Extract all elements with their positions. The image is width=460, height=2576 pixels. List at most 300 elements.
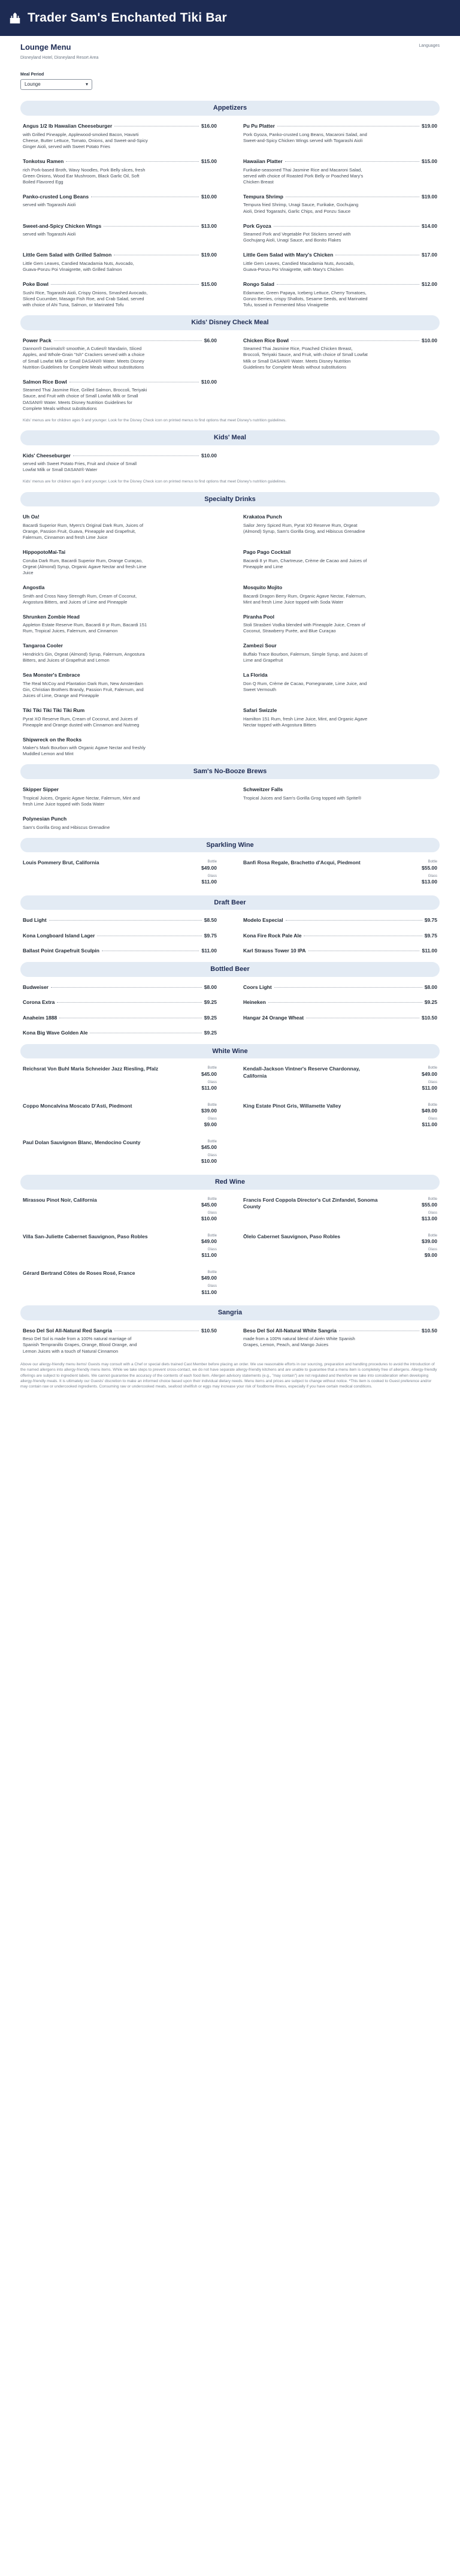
menu-item-price: $10.50 xyxy=(201,1327,217,1334)
dotted-leader xyxy=(268,1002,422,1003)
price-label: Bottle xyxy=(207,1233,217,1238)
menu-item-name: Panko-crusted Long Beans xyxy=(23,193,89,200)
menu-item-description: served with Togarashi Aioli xyxy=(23,202,76,208)
price-value: $11.00 xyxy=(201,1252,217,1259)
price-label: Glass xyxy=(428,874,437,879)
wine-name: Paul Dolan Sauvignon Blanc, Mendocino County xyxy=(23,1139,141,1145)
wine-item xyxy=(243,1233,437,1262)
menu-item xyxy=(23,933,217,939)
menu-item-name: Tempura Shrimp xyxy=(243,193,283,200)
menu-item-name: Hawaiian Platter xyxy=(243,158,283,165)
menu-item xyxy=(23,223,217,244)
menu-item-name: Polynesian Punch xyxy=(23,816,67,822)
wine-item xyxy=(23,1103,217,1131)
menu-item-row xyxy=(23,252,217,258)
wine-row xyxy=(243,1066,437,1094)
menu-item-description: Hamilton 151 Rum, fresh Lime Juice, Mint, and Organic Agave Nectar topped with Angostura Bitters xyxy=(243,716,368,728)
section-title: Kids' Disney Check Meal xyxy=(20,315,440,330)
menu-item-row xyxy=(23,123,217,129)
menu-item xyxy=(243,707,437,728)
menu-item xyxy=(23,737,217,758)
menu-item-row xyxy=(23,1030,217,1036)
wine-name: Francis Ford Coppola Director's Cut Zinfandel, Sonoma County xyxy=(243,1196,378,1210)
price-value: $39.00 xyxy=(201,1107,217,1114)
price-label: Bottle xyxy=(207,1066,217,1070)
menu-item-price: $9.25 xyxy=(204,1030,217,1036)
menu-item-price: $9.25 xyxy=(204,1014,217,1021)
price-value: $10.00 xyxy=(201,1158,217,1165)
menu-item-name: Heineken xyxy=(243,999,266,1006)
menu-item-description: Little Gem Leaves, Candied Macadamia Nuts, Avocado, Guava-Ponzu Poi Vinaigrette, with Mary's Chicken xyxy=(243,260,355,272)
price-value: $13.00 xyxy=(422,1215,437,1222)
menu-item-description: Tempura fried Shrimp, Unagi Sauce, Furikake, Gochujang Aioli, Dried Togarashi, Garlic Chips, and Ponzu Sauce xyxy=(243,202,359,214)
menu-item-row xyxy=(243,948,437,954)
dotted-leader xyxy=(274,987,422,988)
wine-name: Reichsrat Von Buhl Maria Schneider Jazz Riesling, Pfalz xyxy=(23,1066,159,1072)
menu-item-name: Rongo Salad xyxy=(243,281,274,288)
price-value: $9.00 xyxy=(204,1121,217,1128)
menu-item xyxy=(243,337,437,370)
meal-period-dropdown[interactable] xyxy=(20,79,92,90)
price-label: Bottle xyxy=(207,1197,217,1201)
wine-name: Banfi Rosa Regale, Brachetto d'Acqui, Piedmont xyxy=(243,859,361,866)
wine-item xyxy=(23,1233,217,1262)
dotted-leader xyxy=(51,987,202,988)
menu-item-price: $8.50 xyxy=(204,917,217,924)
wine-name: Louis Pommery Brut, California xyxy=(23,859,99,866)
menu-item xyxy=(23,643,217,663)
menu-item xyxy=(23,614,217,635)
dotted-leader xyxy=(274,226,419,227)
menu-item-description: Sailor Jerry Spiced Rum, Pyrat XO Reserve Rum, Orgeat (Almond) Syrup, Sam's Gorilla Grog, and Hibiscus Grenadine xyxy=(243,522,365,534)
menu-item-row xyxy=(243,1328,437,1334)
menu-item-price: $8.00 xyxy=(204,984,217,990)
price-value: $49.00 xyxy=(201,1238,217,1244)
section-title: White Wine xyxy=(20,1044,440,1059)
menu-item-name: Beso Del Sol All-Natural Red Sangria xyxy=(23,1327,112,1334)
menu-item-description: Bacardi 8 yr Rum, Chartreuse, Crème de Cacao and Juices of Pineapple and Lime xyxy=(243,557,367,569)
price-value: $45.00 xyxy=(201,1144,217,1150)
menu-item xyxy=(23,158,217,185)
wine-row xyxy=(243,859,437,888)
menu-item-price: $14.00 xyxy=(422,222,437,229)
menu-item-row xyxy=(23,786,217,793)
wine-prices xyxy=(192,1139,217,1168)
section-sparkling-wine xyxy=(20,838,440,888)
menu-item-name: Corona Extra xyxy=(23,999,55,1006)
menu-item-description: rich Pork-based Broth, Wavy Noodles, Pork Belly slices, fresh Green Onions, Wood Ear Mushroom, Black Garlic Oil, Soft Boiled Flavored Egg xyxy=(23,167,146,185)
menu-item-price: $15.00 xyxy=(201,158,217,165)
price-label: Bottle xyxy=(207,1103,217,1107)
menu-item-row xyxy=(23,933,217,939)
menu-item-description: served with Togarashi Aioli xyxy=(23,231,76,237)
wine-prices xyxy=(412,1066,437,1094)
menu-item xyxy=(23,1030,217,1036)
menu-item-row xyxy=(23,584,217,591)
menu-item xyxy=(23,816,217,831)
menu-item-description: Buffalo Trace Bourbon, Falernum, Simple Syrup, and Juices of Lime and Grapefruit xyxy=(243,651,368,663)
menu-item xyxy=(23,514,217,541)
menu-item xyxy=(243,933,437,939)
price-value: $13.00 xyxy=(422,879,437,885)
section-title: Sam's No-Booze Brews xyxy=(20,764,440,779)
price-label: Bottle xyxy=(428,1066,437,1070)
price-label: Glass xyxy=(207,1284,217,1289)
menu-item-name: Safari Swizzle xyxy=(243,707,277,714)
price-label: Glass xyxy=(428,1211,437,1215)
menu-item xyxy=(243,252,437,273)
menu-item-description: Bacardi Dragon Berry Rum, Organic Agave Nectar, Falernum, Mint and fresh Lime Juice topped with Soda Water xyxy=(243,593,367,605)
menu-item xyxy=(23,786,217,807)
price-label: Bottle xyxy=(428,1103,437,1107)
menu-item xyxy=(23,252,217,273)
menu-item xyxy=(243,1015,437,1021)
menu-item-description: Steamed Thai Jasmine Rice, Grilled Salmon, Broccoli, Teriyaki Sauce, and Fruit with choice of Small Lowfat Milk or Small DASANI® Water. Meets Disney Nutrition Guidelines for Complete Meals without substitutions xyxy=(23,387,147,411)
section-appetizers xyxy=(20,101,440,308)
wine-prices xyxy=(192,1197,217,1225)
section-title: Red Wine xyxy=(20,1175,440,1190)
menu-item-row xyxy=(23,643,217,649)
menu-item-row xyxy=(23,707,217,714)
price-value: $9.00 xyxy=(424,1252,437,1259)
menu-item-description: Don Q Rum, Crème de Cacao, Pomegranate, Lime Juice, and Sweet Vermouth xyxy=(243,680,367,692)
price-label: Bottle xyxy=(428,1233,437,1238)
menu-item-name: Poke Bowl xyxy=(23,281,49,288)
dotted-leader xyxy=(49,920,202,921)
menu-item-description: Little Gem Leaves, Candied Macadamia Nuts, Avocado, Guava-Ponzu Poi Vinaigrette, with Grilled Salmon xyxy=(23,260,134,272)
menu-item-price: $10.50 xyxy=(422,1327,437,1334)
menu-item-price: $15.00 xyxy=(422,158,437,165)
menu-item-name: Zambezi Sour xyxy=(243,643,277,649)
menu-item-name: Tangaroa Cooler xyxy=(23,643,63,649)
menu-item-row xyxy=(23,672,217,678)
menu-item-price: $12.00 xyxy=(422,281,437,288)
wine-row xyxy=(243,1103,437,1131)
price-label: Bottle xyxy=(207,1139,217,1144)
menu-item-row xyxy=(23,614,217,620)
menu-item-description: Sushi Rice, Togarashi Aioli, Crispy Onions, Smashed Avocado, Sliced Cucumber, Masago Fish Roe, and Crab Salad, served with choice of Ahi Tuna, Salmon, or Marinated Tofu xyxy=(23,289,148,307)
menu-item-name: Sea Monster's Embrace xyxy=(23,672,80,678)
dotted-leader xyxy=(51,284,199,285)
menu-item-price: $8.00 xyxy=(424,984,437,990)
menu-item-name: Kona Big Wave Golden Ale xyxy=(23,1030,88,1036)
menu-item-price: $6.00 xyxy=(204,337,217,343)
wine-row xyxy=(23,1066,217,1094)
menu-item-description: made from a 100% natural blend of Airén White Spanish Grapes, Lemon, Peach, and Mango Juices xyxy=(243,1336,355,1348)
wine-row xyxy=(23,1270,217,1298)
section-no-booze-brews xyxy=(20,764,440,830)
menu-item-name: Uh Oa! xyxy=(23,514,40,520)
menu-item-row xyxy=(243,999,437,1006)
price-label: Glass xyxy=(207,1211,217,1215)
wine-name: Gérard Bertrand Côtes de Roses Rosé, France xyxy=(23,1269,135,1276)
wine-row xyxy=(23,1233,217,1262)
price-label: Glass xyxy=(207,1117,217,1121)
menu-item-row xyxy=(243,252,437,258)
menu-item-description: Bacardi Superior Rum, Myers's Original Dark Rum, Juices of Orange, Passion Fruit, Guava, Pineapple and Grapefruit, Falernum, Cinnamon and fresh Lime Juice xyxy=(23,522,144,541)
dotted-leader xyxy=(66,161,199,162)
menu-item-row xyxy=(243,933,437,939)
menu-item-row xyxy=(23,549,217,556)
dotted-leader xyxy=(286,920,422,921)
menu-item-name: Budweiser xyxy=(23,984,49,990)
section-title: Kids' Meal xyxy=(20,430,440,445)
menu-item xyxy=(243,194,437,215)
price-value: $11.00 xyxy=(201,1289,217,1295)
menu-item-name: Kids' Cheeseburger xyxy=(23,452,71,459)
menu-item xyxy=(243,514,437,541)
location-link[interactable]: Disneyland Hotel, Disneyland Resort Area xyxy=(20,55,99,60)
menu-item xyxy=(243,614,437,635)
menu-item xyxy=(23,1328,217,1355)
section-title: Sparkling Wine xyxy=(20,838,440,853)
section-bottled-beer xyxy=(20,962,440,1037)
menu-item xyxy=(243,917,437,924)
price-value: $49.00 xyxy=(201,1274,217,1281)
menu-item-description: Pork Gyoza, Panko-crusted Long Beans, Macaroni Salad, and Sweet-and-Spicy Chicken Wings served with Togarashi Aioli xyxy=(243,131,367,143)
section-sangria xyxy=(20,1305,440,1355)
menu-item-row xyxy=(23,158,217,165)
meal-period-label: Meal Period xyxy=(20,73,44,77)
wine-name: Mirassou Pinot Noir, California xyxy=(23,1196,97,1203)
menu-item-name: Ballast Point Grapefruit Sculpin xyxy=(23,948,99,954)
menu-item-name: Shipwreck on the Rocks xyxy=(23,736,82,743)
menu-item-row xyxy=(243,549,437,556)
menu-item-price: $9.25 xyxy=(204,999,217,1006)
wine-item xyxy=(23,859,217,888)
section-kids-meal xyxy=(20,430,440,485)
menu-item-price: $10.50 xyxy=(422,1014,437,1021)
wine-row xyxy=(23,1197,217,1225)
menu-item-name: Krakatoa Punch xyxy=(243,514,282,520)
wine-prices xyxy=(192,1103,217,1131)
wine-prices xyxy=(412,1197,437,1225)
menu-item-row xyxy=(23,948,217,954)
section-title: Sangria xyxy=(20,1305,440,1320)
price-value: $11.00 xyxy=(201,879,217,885)
price-value: $55.00 xyxy=(422,1201,437,1208)
menu-item-row xyxy=(23,223,217,230)
price-label: Bottle xyxy=(207,1270,217,1274)
menu-item-name: Tiki Tiki Tiki Tiki Tiki Rum xyxy=(23,707,85,714)
price-value: $49.00 xyxy=(201,864,217,871)
wine-row xyxy=(23,859,217,888)
menu-item-description: Smith and Cross Navy Strength Rum, Cream of Coconut, Angostura Bitters, and Juices of Lime and Pineapple xyxy=(23,593,137,605)
languages-link[interactable]: Languages xyxy=(419,44,440,48)
wine-prices xyxy=(192,1233,217,1262)
menu-item-price: $15.00 xyxy=(201,281,217,288)
meal-period-value: Lounge xyxy=(25,82,41,88)
menu-item-row xyxy=(23,514,217,520)
price-value: $55.00 xyxy=(422,864,437,871)
menu-item xyxy=(243,1328,437,1355)
menu-item-name: Kona Fire Rock Pale Ale xyxy=(243,932,302,939)
menu-item-row xyxy=(243,337,437,344)
menu-item-name: Pork Gyoza xyxy=(243,222,271,229)
menu-item-row xyxy=(23,337,217,344)
restaurant-title: Trader Sam's Enchanted Tiki Bar xyxy=(28,10,227,25)
menu-item-description: Coruba Dark Rum, Bacardi Superior Rum, Orange Curaçao, Orgeat (Almond) Syrup, Organic Agave Nectar and fresh Lime Juice xyxy=(23,557,147,575)
price-label: Glass xyxy=(207,1080,217,1084)
wine-item xyxy=(243,1066,437,1094)
menu-item-description: Hendrick's Gin, Orgeat (Almond) Syrup, Falernum, Angostura Bitters, and Juices of Grapefruit and Lemon xyxy=(23,651,145,663)
menu-item-name: Sweet-and-Spicy Chicken Wings xyxy=(23,222,102,229)
menu-item xyxy=(23,281,217,308)
wine-name: Ōlelo Cabernet Sauvignon, Paso Robles xyxy=(243,1233,341,1239)
menu-item xyxy=(23,123,217,150)
wine-row xyxy=(243,1197,437,1225)
menu-item-row xyxy=(23,737,217,743)
menu-item-price: $9.75 xyxy=(424,917,437,924)
menu-item-description: Sam's Gorilla Grog and Hibiscus Grenadine xyxy=(23,824,110,830)
menu-item-price: $13.00 xyxy=(201,222,217,229)
menu-item-name: Salmon Rice Bowl xyxy=(23,378,67,385)
menu-item-description: Tropical Juices and Sam's Gorilla Grog topped with Sprite® xyxy=(243,795,362,801)
menu-item-price: $19.00 xyxy=(422,123,437,129)
menu-item-description: Edamame, Green Papaya, Iceberg Lettuce, Cherry Tomatoes, Gonzo Berries, crispy Shallots, Sesame Seeds, and Marinated Tofu, tossed in Fermented Miso Vinaigrette xyxy=(243,289,368,307)
menu-item xyxy=(23,584,217,605)
section-title: Bottled Beer xyxy=(20,962,440,977)
price-label: Bottle xyxy=(207,860,217,864)
menu-item-description: served with Sweet Potato Fries, Fruit and choice of Small Lowfat Milk or Small DASANI® Water xyxy=(23,461,137,473)
menu-item-name: Anaheim 1888 xyxy=(23,1014,58,1021)
menu-item xyxy=(23,948,217,954)
dotted-leader xyxy=(291,340,419,341)
menu-item-row xyxy=(243,281,437,288)
menu-item xyxy=(243,281,437,308)
menu-item-name: Shrunken Zombie Head xyxy=(23,613,80,620)
menu-item-description: Beso Del Sol is made from a 100% natural marriage of Spanish Tempranillo Grapes, Orange, Blood Orange, and Lemon Juices with a touch of Natural Cinnamon xyxy=(23,1336,137,1354)
menu-item xyxy=(243,999,437,1006)
menu-item-description: Stoli Strasberi Vodka blended with Pineapple Juice, Cream of Coconut, Strawberry Purée, and Blue Curaçao xyxy=(243,622,365,634)
wine-prices xyxy=(192,1270,217,1298)
price-label: Glass xyxy=(428,1080,437,1084)
wine-name: Coppo Moncalvina Moscato D'Asti, Piedmont xyxy=(23,1102,132,1109)
price-label: Bottle xyxy=(428,860,437,864)
section-draft-beer xyxy=(20,895,440,955)
wine-row xyxy=(243,1233,437,1262)
menu-item-row xyxy=(23,281,217,288)
price-value: $11.00 xyxy=(422,1121,437,1128)
price-value: $11.00 xyxy=(422,1085,437,1091)
menu-item-name: Tonkotsu Ramen xyxy=(23,158,64,165)
menu-item-description: Appleton Estate Reserve Rum, Bacardi 8 yr Rum, Bacardi 151 Rum, Tropical Juices, Falernum, and Cinnamon xyxy=(23,622,147,634)
menu-item-price: $16.00 xyxy=(201,123,217,129)
menu-item xyxy=(243,948,437,954)
price-label: Glass xyxy=(207,1248,217,1252)
section-title: Specialty Drinks xyxy=(20,492,440,507)
menu-item-row xyxy=(23,999,217,1006)
wine-prices xyxy=(412,1103,437,1131)
menu-item-price: $9.75 xyxy=(424,932,437,939)
section-title: Draft Beer xyxy=(20,895,440,910)
menu-item xyxy=(23,453,217,473)
menu-item-description: Steamed Pork and Vegetable Pot Stickers served with Gochujang Aioli, Unagi Sauce, and Bonito Flakes xyxy=(243,231,351,243)
menu-item-price: $11.00 xyxy=(201,948,217,954)
wine-row xyxy=(23,1139,217,1168)
menu-name: Lounge Menu xyxy=(20,43,71,52)
menu-item-name: Pago Pago Cocktail xyxy=(243,549,291,556)
menu-item xyxy=(23,999,217,1006)
menu-item-description: Tropical Juices, Organic Agave Nectar, Falernum, Mint and fresh Lime Juice topped with Soda Water xyxy=(23,795,140,807)
menu-item-row xyxy=(243,984,437,991)
menu-item-name: Beso Del Sol All-Natural White Sangria xyxy=(243,1327,337,1334)
menu-item-row xyxy=(23,453,217,459)
menu-item-name: Bud Light xyxy=(23,917,47,924)
menu-item-name: Little Gem Salad with Mary's Chicken xyxy=(243,252,334,258)
wine-name: King Estate Pinot Gris, Willamette Valley xyxy=(243,1102,341,1109)
price-value: $45.00 xyxy=(201,1070,217,1077)
price-label: Glass xyxy=(207,874,217,879)
wine-prices xyxy=(192,859,217,888)
menu-item-name: Skipper Sipper xyxy=(23,786,59,793)
menu-item xyxy=(23,337,217,370)
wine-prices xyxy=(412,1233,437,1262)
menu-item-name: Karl Strauss Tower 10 IPA xyxy=(243,948,306,954)
price-label: Bottle xyxy=(428,1197,437,1201)
section-title: Appetizers xyxy=(20,101,440,116)
dotted-leader xyxy=(277,284,419,285)
menu-item-price: $10.00 xyxy=(201,452,217,459)
price-label: Glass xyxy=(207,1154,217,1158)
dotted-leader xyxy=(57,1002,201,1003)
wine-item xyxy=(243,1197,437,1225)
wine-prices xyxy=(192,1066,217,1094)
price-value: $49.00 xyxy=(422,1107,437,1114)
price-label: Glass xyxy=(428,1248,437,1252)
menu-item-price: $10.00 xyxy=(422,337,437,343)
menu-item-name: Little Gem Salad with Grilled Salmon xyxy=(23,252,112,258)
menu-item-row xyxy=(23,1328,217,1334)
menu-item xyxy=(243,984,437,991)
menu-item xyxy=(243,643,437,663)
wine-name: Villa San-Juliette Cabernet Sauvignon, Paso Robles xyxy=(23,1233,148,1239)
wine-row xyxy=(23,1103,217,1131)
menu-item-row xyxy=(243,707,437,714)
menu-item-row xyxy=(243,672,437,678)
menu-item-price: $11.00 xyxy=(422,948,437,954)
menu-item-row xyxy=(23,984,217,991)
menu-item xyxy=(243,123,437,150)
price-value: $49.00 xyxy=(422,1070,437,1077)
dotted-leader xyxy=(285,161,419,162)
section-specialty-drinks xyxy=(20,492,440,758)
menu-item-row xyxy=(243,643,437,649)
menu-item xyxy=(23,194,217,215)
menu-item-name: Piranha Pool xyxy=(243,613,274,620)
price-value: $10.00 xyxy=(201,1215,217,1222)
menu-item-row xyxy=(243,223,437,230)
menu-subheader xyxy=(0,36,460,62)
menu-item xyxy=(243,786,437,807)
menu-item-price: $9.75 xyxy=(204,932,217,939)
menu-item-name: Pu Pu Platter xyxy=(243,123,275,129)
section-white-wine xyxy=(20,1044,440,1168)
menu-item-price: $10.00 xyxy=(201,193,217,200)
wine-prices xyxy=(412,859,437,888)
menu-item-name: Mosquito Mojito xyxy=(243,584,283,591)
menu-item-description: Pyrat XO Reserve Rum, Cream of Coconut, and Juices of Pineapple and Orange dusted with Cinnamon and Nutmeg xyxy=(23,716,140,728)
price-value: $39.00 xyxy=(422,1238,437,1244)
menu-item xyxy=(23,917,217,924)
menu-item-name: Angostla xyxy=(23,584,45,591)
wine-item xyxy=(23,1270,217,1298)
menu-item-description: Steamed Thai Jasmine Rice, Poached Chicken Breast, Broccoli, Teriyaki Sauce, and Fruit, with choice of Small Lowfat Milk or Small DASANI® Water. Meets Disney Nutrition Guidelines for Complete Meals without substitutions xyxy=(243,346,368,370)
menu-item xyxy=(23,672,217,699)
menu-item-price: $17.00 xyxy=(422,252,437,258)
menu-item-name: La Florida xyxy=(243,672,268,678)
menu-item-description: Maker's Mark Bourbon with Organic Agave Nectar and freshly Muddled Lemon and Mint xyxy=(23,745,146,757)
